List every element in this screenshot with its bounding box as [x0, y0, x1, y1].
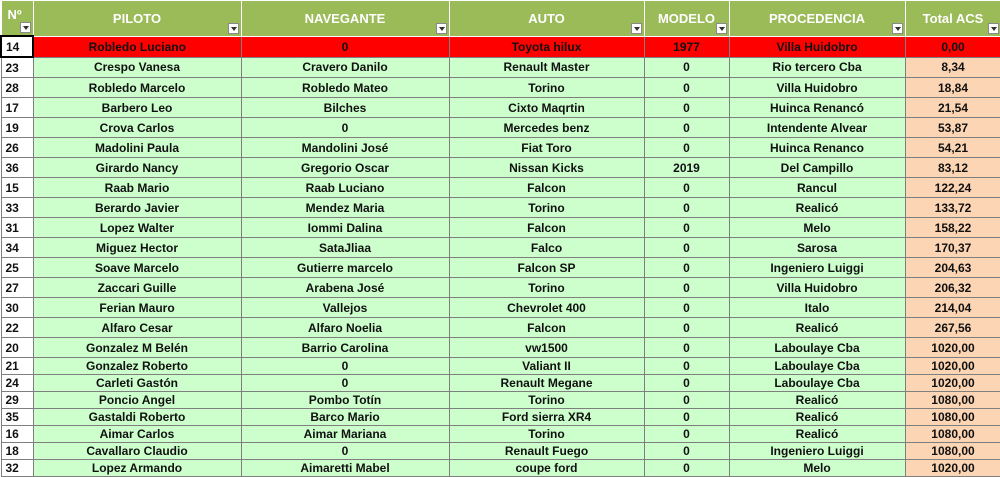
cell-total[interactable]: 1080,00 [905, 392, 1000, 409]
cell-procedencia[interactable]: Villa Huidobro [729, 36, 905, 57]
cell-procedencia[interactable]: Realicó [729, 426, 905, 443]
cell-no[interactable]: 29 [1, 392, 33, 409]
cell-navegante[interactable]: Iommi Dalina [241, 218, 449, 238]
cell-total[interactable]: 170,37 [905, 238, 1000, 258]
table-row [1, 338, 1000, 358]
cell-no[interactable]: 14 [1, 36, 33, 57]
cell-procedencia[interactable]: Italo [729, 298, 905, 318]
cell-total[interactable]: 83,12 [905, 158, 1000, 178]
table-row [1, 318, 1000, 338]
cell-modelo[interactable]: 0 [644, 392, 729, 409]
cell-auto[interactable]: Chevrolet 400 [449, 298, 644, 318]
cell-piloto[interactable]: Gastaldi Roberto [33, 409, 241, 426]
cell-piloto[interactable]: Crespo Vanesa [33, 57, 241, 78]
cell-modelo[interactable]: 0 [644, 238, 729, 258]
cell-modelo[interactable]: 0 [644, 358, 729, 375]
cell-piloto[interactable]: Gonzalez Roberto [33, 358, 241, 375]
header-row [1, 1, 1000, 37]
cell-modelo[interactable]: 0 [644, 178, 729, 198]
table-row [1, 36, 1000, 57]
table-row [1, 178, 1000, 198]
cell-no[interactable]: 36 [1, 158, 33, 178]
cell-no[interactable]: 32 [1, 460, 33, 477]
cell-no[interactable]: 31 [1, 218, 33, 238]
cell-total[interactable]: 204,63 [905, 258, 1000, 278]
cell-navegante[interactable]: 0 [241, 443, 449, 460]
cell-auto[interactable]: Falcon [449, 218, 644, 238]
cell-modelo[interactable]: 0 [644, 426, 729, 443]
cell-piloto[interactable]: Ferian Mauro [33, 298, 241, 318]
cell-no[interactable]: 33 [1, 198, 33, 218]
cell-auto[interactable]: Falcon [449, 178, 644, 198]
table-row [1, 278, 1000, 298]
cell-piloto[interactable]: Lopez Armando [33, 460, 241, 477]
table-row [1, 409, 1000, 426]
cell-no[interactable]: 23 [1, 57, 33, 78]
cell-total[interactable]: 158,22 [905, 218, 1000, 238]
cell-procedencia[interactable]: Sarosa [729, 238, 905, 258]
cell-total[interactable]: 122,24 [905, 178, 1000, 198]
cell-total[interactable]: 1080,00 [905, 443, 1000, 460]
cell-modelo[interactable]: 1977 [644, 36, 729, 57]
cell-total[interactable]: 18,84 [905, 78, 1000, 98]
cell-modelo[interactable]: 0 [644, 298, 729, 318]
cell-no[interactable]: 27 [1, 278, 33, 298]
cell-procedencia[interactable]: Laboulaye Cba [729, 375, 905, 392]
cell-piloto[interactable]: Berardo Javier [33, 198, 241, 218]
cell-auto[interactable]: Falcon [449, 318, 644, 338]
cell-piloto[interactable]: Robledo Luciano [33, 36, 241, 57]
cell-auto[interactable]: vw1500 [449, 338, 644, 358]
cell-total[interactable]: 54,21 [905, 138, 1000, 158]
cell-procedencia[interactable]: Laboulaye Cba [729, 358, 905, 375]
cell-no[interactable]: 16 [1, 426, 33, 443]
cell-navegante[interactable]: 0 [241, 375, 449, 392]
cell-auto[interactable]: Cixto Maqrtin [449, 98, 644, 118]
header-auto: AUTO [449, 1, 644, 37]
cell-navegante[interactable]: Robledo Mateo [241, 78, 449, 98]
cell-no[interactable]: 17 [1, 98, 33, 118]
cell-modelo[interactable]: 0 [644, 443, 729, 460]
cell-total[interactable]: 8,34 [905, 57, 1000, 78]
cell-modelo[interactable]: 0 [644, 78, 729, 98]
cell-procedencia[interactable]: Huinca Renancó [729, 98, 905, 118]
cell-procedencia[interactable]: Rancul [729, 178, 905, 198]
cell-navegante[interactable]: Aimaretti Mabel [241, 460, 449, 477]
cell-modelo[interactable]: 0 [644, 198, 729, 218]
cell-auto[interactable]: Torino [449, 198, 644, 218]
table-row [1, 57, 1000, 78]
cell-piloto[interactable]: Zaccari Guille [33, 278, 241, 298]
cell-no[interactable]: 19 [1, 118, 33, 138]
cell-piloto[interactable]: Soave Marcelo [33, 258, 241, 278]
cell-procedencia[interactable]: Ingeniero Luiggi [729, 443, 905, 460]
filter-dropdown-icon[interactable] [892, 23, 903, 34]
cell-procedencia[interactable]: Villa Huidobro [729, 278, 905, 298]
table-row [1, 138, 1000, 158]
cell-procedencia[interactable]: Huinca Renanco [729, 138, 905, 158]
cell-modelo[interactable]: 0 [644, 258, 729, 278]
cell-modelo[interactable]: 0 [644, 409, 729, 426]
filter-dropdown-icon[interactable] [228, 23, 239, 34]
cell-piloto[interactable]: Gonzalez M Belén [33, 338, 241, 358]
cell-piloto[interactable]: Carleti Gastón [33, 375, 241, 392]
cell-total[interactable]: 53,87 [905, 118, 1000, 138]
table-row [1, 238, 1000, 258]
cell-modelo[interactable]: 2019 [644, 158, 729, 178]
cell-navegante[interactable]: Aimar Mariana [241, 426, 449, 443]
cell-modelo[interactable]: 0 [644, 57, 729, 78]
cell-navegante[interactable]: Cravero Danilo [241, 57, 449, 78]
cell-no[interactable]: 34 [1, 238, 33, 258]
cell-procedencia[interactable]: Villa Huidobro [729, 78, 905, 98]
table-row [1, 218, 1000, 238]
table-row [1, 298, 1000, 318]
header-procedencia: PROCEDENCIA [729, 1, 905, 37]
cell-auto[interactable]: Renault Megane [449, 375, 644, 392]
filter-dropdown-icon[interactable] [716, 23, 727, 34]
cell-auto[interactable]: Nissan Kicks [449, 158, 644, 178]
table-row [1, 118, 1000, 138]
cell-auto[interactable]: Falcon SP [449, 258, 644, 278]
cell-total[interactable]: 21,54 [905, 98, 1000, 118]
cell-modelo[interactable]: 0 [644, 460, 729, 477]
cell-total[interactable]: 133,72 [905, 198, 1000, 218]
cell-no[interactable]: 24 [1, 375, 33, 392]
cell-piloto[interactable]: Raab Mario [33, 178, 241, 198]
table-row [1, 198, 1000, 218]
cell-piloto[interactable]: Barbero Leo [33, 98, 241, 118]
filter-dropdown-icon[interactable] [988, 23, 999, 34]
table-row [1, 426, 1000, 443]
cell-no[interactable]: 18 [1, 443, 33, 460]
cell-piloto[interactable]: Lopez Walter [33, 218, 241, 238]
cell-navegante[interactable]: Arabena José [241, 278, 449, 298]
cell-piloto[interactable]: Poncio Angel [33, 392, 241, 409]
cell-auto[interactable]: Torino [449, 426, 644, 443]
table-row [1, 358, 1000, 375]
cell-modelo[interactable]: 0 [644, 318, 729, 338]
cell-auto[interactable]: Fiat Toro [449, 138, 644, 158]
cell-modelo[interactable]: 0 [644, 118, 729, 138]
header-total: Total ACS [905, 1, 1000, 37]
table-row [1, 443, 1000, 460]
cell-auto[interactable]: Mercedes benz [449, 118, 644, 138]
header-piloto: PILOTO [33, 1, 241, 37]
cell-no[interactable]: 22 [1, 318, 33, 338]
table-row [1, 392, 1000, 409]
table-row [1, 258, 1000, 278]
cell-auto[interactable]: Toyota hilux [449, 36, 644, 57]
header-navegante: NAVEGANTE [241, 1, 449, 37]
cell-auto[interactable]: Ford sierra XR4 [449, 409, 644, 426]
cell-modelo[interactable]: 0 [644, 218, 729, 238]
cell-piloto[interactable]: Madolini Paula [33, 138, 241, 158]
cell-total[interactable]: 1080,00 [905, 426, 1000, 443]
cell-no[interactable]: 25 [1, 258, 33, 278]
cell-piloto[interactable]: Girardo Nancy [33, 158, 241, 178]
cell-procedencia[interactable]: Melo [729, 460, 905, 477]
filter-dropdown-icon[interactable] [631, 23, 642, 34]
cell-navegante[interactable]: SataJliaa [241, 238, 449, 258]
cell-procedencia[interactable]: Realicó [729, 318, 905, 338]
cell-navegante[interactable]: Pombo Totín [241, 392, 449, 409]
cell-procedencia[interactable]: Laboulaye Cba [729, 338, 905, 358]
cell-modelo[interactable]: 0 [644, 138, 729, 158]
header-no: Nº [1, 1, 33, 37]
cell-piloto[interactable]: Alfaro Cesar [33, 318, 241, 338]
cell-modelo[interactable]: 0 [644, 278, 729, 298]
cell-auto[interactable]: Renault Fuego [449, 443, 644, 460]
cell-modelo[interactable]: 0 [644, 375, 729, 392]
cell-procedencia[interactable]: Melo [729, 218, 905, 238]
cell-procedencia[interactable]: Realicó [729, 409, 905, 426]
cell-no[interactable]: 28 [1, 78, 33, 98]
cell-total[interactable]: 214,04 [905, 298, 1000, 318]
cell-piloto[interactable]: Aimar Carlos [33, 426, 241, 443]
cell-procedencia[interactable]: Del Campillo [729, 158, 905, 178]
cell-total[interactable]: 0,00 [905, 36, 1000, 57]
cell-piloto[interactable]: Cavallaro Claudio [33, 443, 241, 460]
cell-total[interactable]: 1020,00 [905, 358, 1000, 375]
cell-no[interactable]: 35 [1, 409, 33, 426]
cell-no[interactable]: 15 [1, 178, 33, 198]
filter-dropdown-icon[interactable] [20, 22, 31, 33]
cell-total[interactable]: 267,56 [905, 318, 1000, 338]
cell-piloto[interactable]: Miguez Hector [33, 238, 241, 258]
cell-auto[interactable]: Torino [449, 78, 644, 98]
cell-auto[interactable]: Torino [449, 392, 644, 409]
cell-navegante[interactable]: Raab Luciano [241, 178, 449, 198]
cell-navegante[interactable]: Barrio Carolina [241, 338, 449, 358]
cell-procedencia[interactable]: Realicó [729, 198, 905, 218]
cell-navegante[interactable]: Gregorio Oscar [241, 158, 449, 178]
cell-navegante[interactable]: Barco Mario [241, 409, 449, 426]
cell-procedencia[interactable]: Rio tercero Cba [729, 57, 905, 78]
table-row [1, 158, 1000, 178]
cell-total[interactable]: 1080,00 [905, 409, 1000, 426]
cell-navegante[interactable]: Vallejos [241, 298, 449, 318]
cell-piloto[interactable]: Robledo Marcelo [33, 78, 241, 98]
cell-navegante[interactable]: 0 [241, 118, 449, 138]
table-row [1, 375, 1000, 392]
table-row [1, 78, 1000, 98]
cell-no[interactable]: 21 [1, 358, 33, 375]
cell-auto[interactable]: Valiant II [449, 358, 644, 375]
cell-auto[interactable]: coupe ford [449, 460, 644, 477]
cell-no[interactable]: 30 [1, 298, 33, 318]
cell-navegante[interactable]: 0 [241, 358, 449, 375]
cell-total[interactable]: 1020,00 [905, 375, 1000, 392]
table-row [1, 460, 1000, 477]
cell-modelo[interactable]: 0 [644, 338, 729, 358]
cell-navegante[interactable]: Gutierre marcelo [241, 258, 449, 278]
cell-no[interactable]: 20 [1, 338, 33, 358]
cell-total[interactable]: 1020,00 [905, 460, 1000, 477]
cell-auto[interactable]: Renault Master [449, 57, 644, 78]
cell-navegante[interactable]: 0 [241, 36, 449, 57]
cell-total[interactable]: 1020,00 [905, 338, 1000, 358]
cell-navegante[interactable]: Bilches [241, 98, 449, 118]
cell-navegante[interactable]: Mendez Maria [241, 198, 449, 218]
cell-procedencia[interactable]: Ingeniero Luiggi [729, 258, 905, 278]
cell-auto[interactable]: Falco [449, 238, 644, 258]
cell-modelo[interactable]: 0 [644, 98, 729, 118]
filter-dropdown-icon[interactable] [436, 23, 447, 34]
cell-no[interactable]: 26 [1, 138, 33, 158]
cell-auto[interactable]: Torino [449, 278, 644, 298]
cell-procedencia[interactable]: Realicó [729, 392, 905, 409]
cell-navegante[interactable]: Mandolini José [241, 138, 449, 158]
cell-total[interactable]: 206,32 [905, 278, 1000, 298]
header-modelo: MODELO [644, 1, 729, 37]
table-row [1, 98, 1000, 118]
cell-piloto[interactable]: Crova Carlos [33, 118, 241, 138]
cell-procedencia[interactable]: Intendente Alvear [729, 118, 905, 138]
cell-navegante[interactable]: Alfaro Noelia [241, 318, 449, 338]
